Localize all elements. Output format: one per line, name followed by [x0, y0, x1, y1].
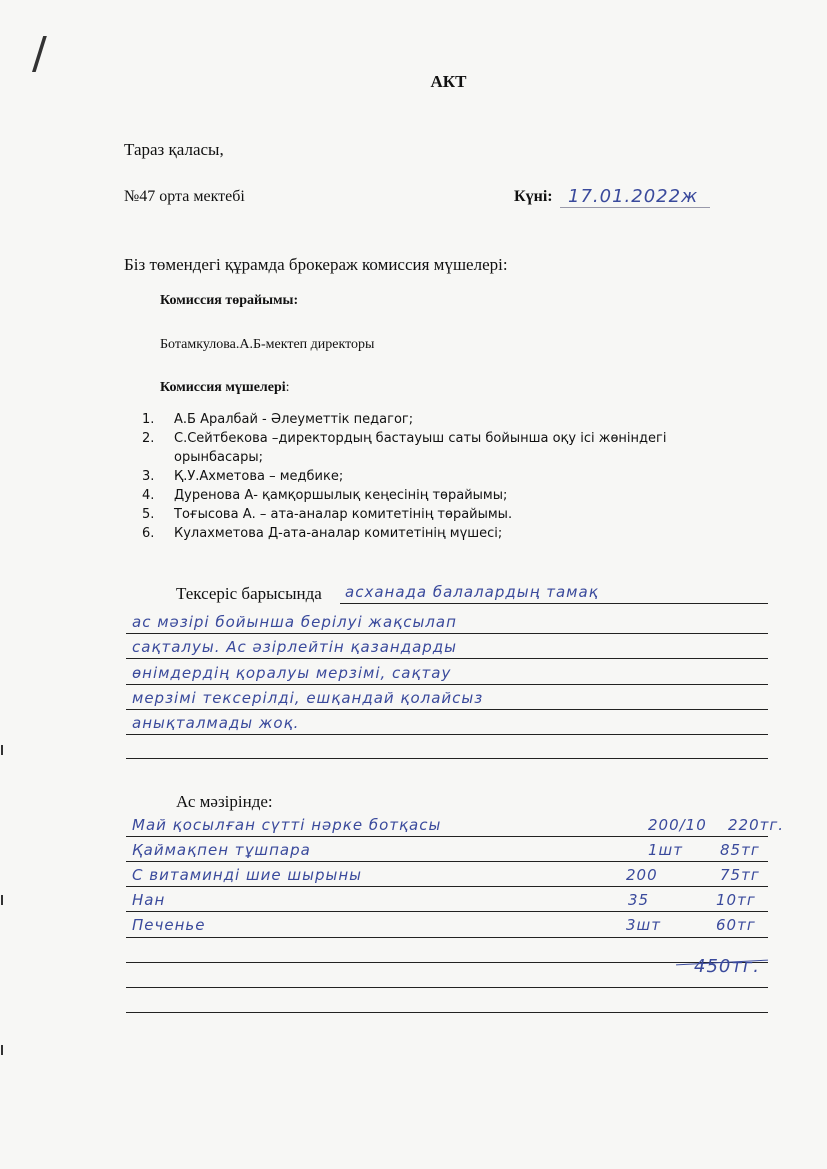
- chair-heading: Комиссия төрайымы:: [160, 293, 299, 308]
- menu-qty: 1шт: [648, 841, 684, 859]
- chair-name: Ботамкулова.А.Б-мектеп директоры: [160, 337, 375, 352]
- inspection-rule-4: [126, 684, 768, 685]
- list-item-number: 1.: [142, 412, 155, 427]
- menu-item: С витаминді шие шырыны: [132, 866, 362, 884]
- menu-rule-8: [126, 1012, 768, 1013]
- list-item: [140, 524, 734, 543]
- school-line: №47 орта мектебі: [124, 188, 245, 205]
- list-item: [140, 429, 734, 467]
- inspection-rule-3: [126, 658, 768, 659]
- menu-item: Печенье: [132, 916, 206, 934]
- menu-qty: 200: [626, 866, 658, 884]
- date-underline: [560, 207, 710, 208]
- list-item: [140, 467, 734, 486]
- menu-rule-2: [126, 861, 768, 862]
- members-heading-text: Комиссия мүшелері: [160, 380, 286, 395]
- menu-total: 450тг.: [694, 956, 761, 977]
- menu-item: Май қосылған сүтті нәрке ботқасы: [132, 816, 442, 834]
- menu-price: 10тг: [716, 891, 756, 909]
- scan-mark: [1, 895, 3, 905]
- list-item-text: Кулахметова Д-ата-аналар комитетінің мүшесі;: [174, 526, 503, 541]
- inspection-text-line: анықталмады жоқ.: [132, 714, 300, 732]
- menu-item: Нан: [132, 891, 166, 909]
- date-value: 17.01.2022ж: [568, 186, 699, 207]
- menu-rule-3: [126, 886, 768, 887]
- menu-rule-7: [126, 987, 768, 988]
- date-label: Күні:: [514, 188, 553, 205]
- list-item: [140, 505, 734, 524]
- members-list: [140, 410, 734, 543]
- menu-rule-6: [126, 962, 768, 963]
- inspection-label: Тексеріс барысында: [176, 584, 322, 603]
- menu-price: 220тг.: [728, 816, 785, 834]
- menu-qty: 200/10: [648, 816, 707, 834]
- list-item-text: А.Б Аралбай - Әлеуметтік педагог;: [174, 412, 414, 427]
- members-heading-colon: :: [285, 380, 290, 395]
- menu-price: 60тг: [716, 916, 756, 934]
- inspection-rule-6: [126, 734, 768, 735]
- list-item-text: Қ.У.Ахметова – медбике;: [174, 469, 344, 484]
- scan-mark: [1, 1045, 3, 1055]
- menu-rule-1: [126, 836, 768, 837]
- list-item-text: С.Сейтбекова –директордың бастауыш саты бойынша оқу ісі жөніндегі орынбасары;: [174, 431, 667, 465]
- menu-label: Ас мәзірінде:: [176, 792, 273, 811]
- menu-rule-5: [126, 937, 768, 938]
- inspection-rule-2: [126, 633, 768, 634]
- menu-rule-4: [126, 911, 768, 912]
- inspection-rule-1: [340, 603, 768, 604]
- intro-text: Біз төмендегі құрамда брокераж комиссия мүшелері:: [124, 255, 508, 274]
- menu-price: 75тг: [720, 866, 760, 884]
- list-item: [140, 486, 734, 505]
- menu-qty: 3шт: [626, 916, 662, 934]
- list-item-number: 4.: [142, 488, 155, 503]
- list-item: [140, 410, 734, 429]
- city-line: Тараз қаласы,: [124, 140, 224, 159]
- menu-qty: 35: [628, 891, 650, 909]
- inspection-rule-5: [126, 709, 768, 710]
- inspection-rule-7: [126, 758, 768, 759]
- list-item-text: Тоғысова А. – ата-аналар комитетінің төрайымы.: [174, 507, 513, 522]
- menu-price: 85тг: [720, 841, 760, 859]
- scan-mark: [1, 745, 3, 755]
- document-title: АКТ: [430, 72, 467, 91]
- margin-mark: /: [32, 28, 48, 79]
- list-item-number: 5.: [142, 507, 155, 522]
- inspection-text-line: сақталуы. Ас әзірлейтін қазандарды: [132, 638, 458, 656]
- inspection-text-line: ас мәзірі бойынша берілуі жақсылап: [132, 613, 457, 631]
- menu-item: Қаймақпен тұшпара: [132, 841, 311, 859]
- members-heading: [160, 380, 290, 396]
- inspection-text-line: өнімдердің қоралуы мерзімі, сақтау: [132, 664, 452, 682]
- inspection-text-line: асханада балалардың тамақ: [345, 583, 599, 601]
- list-item-text: Дуренова А- қамқоршылық кеңесінің төрайымы;: [174, 488, 508, 503]
- inspection-text-line: мерзімі тексерілді, ешқандай қолайсыз: [132, 689, 484, 707]
- list-item-number: 6.: [142, 526, 155, 541]
- list-item-number: 3.: [142, 469, 155, 484]
- list-item-number: 2.: [142, 431, 155, 446]
